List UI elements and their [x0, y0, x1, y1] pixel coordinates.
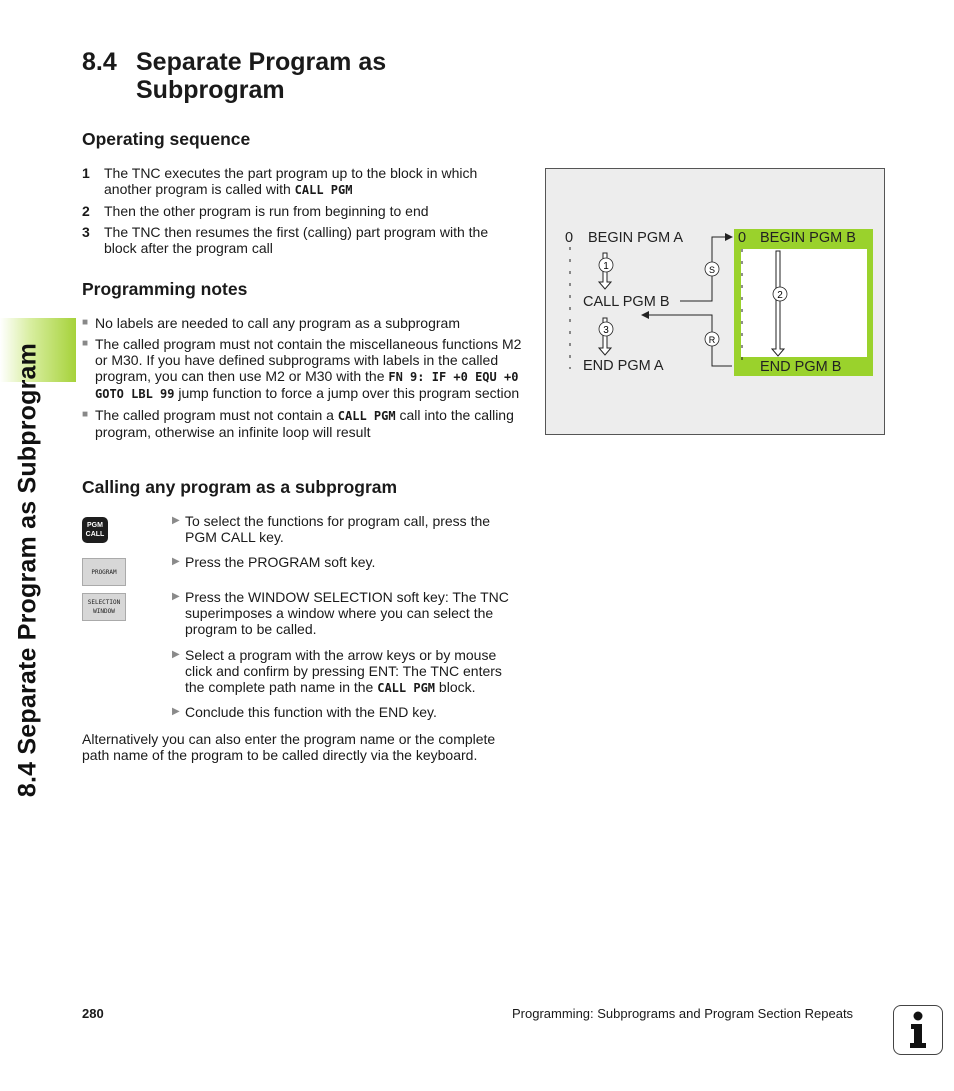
pgm-a-end-label: END PGM A: [583, 358, 664, 374]
pgm-b-end-label: END PGM B: [760, 359, 842, 375]
info-icon: [893, 1005, 943, 1055]
pgm-b-begin-number: 0: [738, 230, 747, 246]
pgm-b-inner: [741, 249, 867, 357]
circle-r-label: R: [708, 335, 716, 345]
circle-2-label: 2: [777, 290, 783, 301]
operating-steps: [82, 165, 522, 261]
step-item: 3 The TNC then resumes the first (calling) part program with the block after the program call: [82, 224, 489, 256]
square-bullet-icon: ■: [82, 317, 89, 328]
triangle-bullet-icon: ▶: [172, 556, 180, 567]
code-call-pgm: CALL PGM: [337, 409, 396, 423]
section-heading: [82, 48, 542, 104]
pgm-b-begin-label: BEGIN PGM B: [760, 230, 856, 246]
alternative-paragraph: Alternatively you can also enter the program name or the complete path name of the program to be called directly via the keyboard.: [82, 731, 496, 763]
code-call-pgm: CALL PGM: [294, 183, 353, 197]
triangle-bullet-icon: ▶: [172, 515, 180, 526]
operating-sequence-heading: Operating sequence: [82, 129, 251, 149]
section-title-line1: Separate Program as: [136, 48, 387, 76]
triangle-bullet-icon: ▶: [172, 706, 180, 717]
pgm-a-begin-number: 0: [565, 230, 574, 246]
pgm-call-key[interactable]: PGM CALL: [82, 517, 108, 543]
pgm-a-begin-label: BEGIN PGM A: [588, 230, 684, 246]
diagram-svg: [546, 169, 884, 434]
instruction-item: ▶ Conclude this function with the END key.: [172, 704, 437, 720]
info-glyph: [894, 1006, 941, 1053]
triangle-bullet-icon: ▶: [172, 591, 180, 602]
instruction-item: ▶ Select a program with the arrow keys or by mouse click and confirm by pressing ENT: The TNC enters the complete path name in the CALL PGM block.: [172, 647, 502, 695]
triangle-bullet-icon: ▶: [172, 649, 180, 660]
note-item: ■ No labels are needed to call any program as a subprogram: [82, 315, 460, 331]
page-number: 280: [82, 1006, 104, 1021]
programming-notes-heading: Programming notes: [82, 279, 248, 299]
call-pgm-b-label: CALL PGM B: [583, 294, 670, 310]
circle-3-label: 3: [603, 325, 609, 336]
note-item: ■ The called program must not contain a CALL PGM call into the calling program, otherwise an infinite loop will result: [82, 407, 514, 440]
square-bullet-icon: ■: [82, 338, 89, 349]
programming-notes-list: [82, 315, 524, 445]
instruction-item: ▶ Press the WINDOW SELECTION soft key: The TNC superimposes a window where you can select the program to be called.: [172, 589, 509, 637]
subprogram-call-diagram: [545, 168, 885, 435]
code-fn9: FN 9: IF +0 EQU +0 GOTO LBL 99: [95, 370, 519, 401]
instruction-item: ▶ Press the PROGRAM soft key.: [172, 554, 376, 570]
section-number: 8.4: [82, 48, 117, 76]
section-title-line2: Subprogram: [136, 76, 285, 104]
square-bullet-icon: ■: [82, 409, 89, 420]
footer-chapter-title: Programming: Subprograms and Program Section Repeats: [512, 1006, 854, 1021]
program-softkey[interactable]: PROGRAM: [82, 558, 126, 586]
note-item: ■ The called program must not contain the miscellaneous functions M2 or M30. If you have defined subprograms with labels in the called program, you can then use M2 or M30 with the FN 9: IF +0 EQU +0 GOTO LBL 99 jump function to force a jump over this program section: [82, 336, 522, 401]
circle-s-label: S: [708, 265, 716, 275]
selection-window-softkey[interactable]: SELECTION WINDOW: [82, 593, 126, 621]
code-call-pgm: CALL PGM: [377, 681, 436, 695]
step-item: 2 Then the other program is run from beginning to end: [82, 203, 429, 219]
circle-1-label: 1: [603, 261, 609, 272]
instruction-item: ▶ To select the functions for program call, press the PGM CALL key.: [172, 513, 491, 545]
step-item: 1 The TNC executes the part program up to the block in which another program is called with CALL PGM: [82, 165, 478, 197]
calling-heading: Calling any program as a subprogram: [82, 477, 398, 497]
